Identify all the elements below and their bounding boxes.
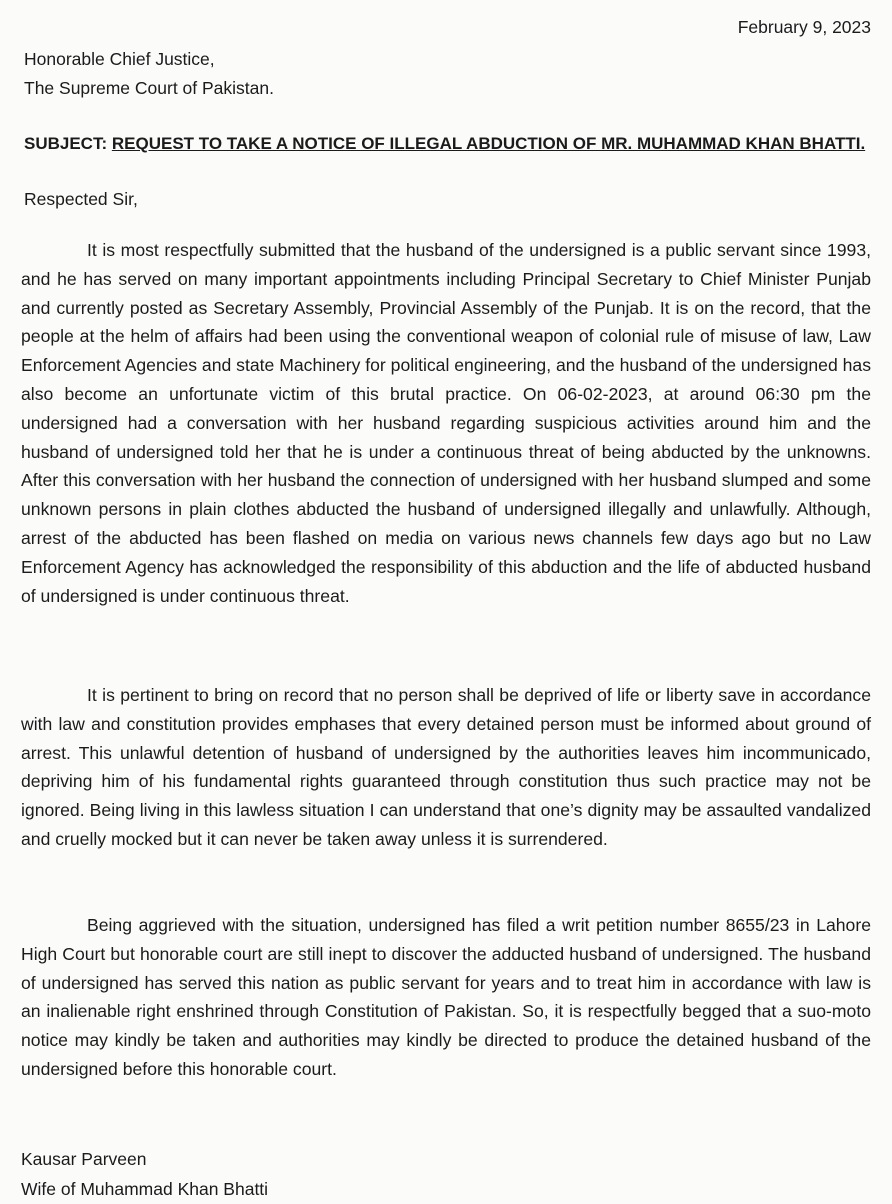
subject-line bbox=[24, 131, 874, 157]
signature-name: Kausar Parveen bbox=[21, 1149, 147, 1169]
letter-date: February 9, 2023 bbox=[737, 17, 871, 37]
salutation: Respected Sir, bbox=[24, 189, 138, 209]
signature-block bbox=[21, 1144, 268, 1204]
recipient-line-1: Honorable Chief Justice, bbox=[24, 49, 215, 69]
signature-relation: Wife of Muhammad Khan Bhatti bbox=[21, 1179, 269, 1199]
subject-label: SUBJECT: bbox=[24, 134, 108, 153]
body-paragraph-3: Being aggrieved with the situation, undersigned has filed a writ petition number 8655/23 in Lahore High Court but honorable court are still inept to discover the adducted husband of undersigned. The husband of undersigned has served this nation as public servant for years and to treat him in accordance with law is an inalienable right enshrined through Constitution of Pakistan. So, it is respectfully begged that a suo-moto notice may kindly be taken and authorities may kindly be directed to produce the detained husband of the undersigned before this honorable court. bbox=[21, 915, 871, 1079]
recipient-address bbox=[24, 45, 274, 103]
body-paragraph-2: It is pertinent to bring on record that no person shall be deprived of life or liberty save in accordance with law and constitution provides emphases that every detained person must be informed about ground of arrest. This unlawful detention of husband of undersigned by the authorities leaves him incommunicado, depriving him of his fundamental rights guaranteed through constitution thus such practice may not be ignored. Being living in this lawless situation I can understand that one’s dignity may be assaulted vandalized and cruelly mocked but it can never be taken away unless it is surrendered. bbox=[21, 685, 871, 849]
subject-text: REQUEST TO TAKE A NOTICE OF ILLEGAL ABDUCTION OF MR. MUHAMMAD KHAN BHATTI. bbox=[111, 134, 866, 153]
body-paragraph-1: It is most respectfully submitted that the husband of the undersigned is a public servant since 1993, and he has served on many important appointments including Principal Secretary to Chief Minister Punjab and currently posted as Secretary Assembly, Provincial Assembly of the Punjab. It is on the record, that the people at the helm of affairs had been using the conventional weapon of colonial rule of misuse of law, Law Enforcement Agencies and state Machinery for political engineering, and the husband of the undersigned has also become an unfortunate victim of this brutal practice. On 06-02-2023, at around 06:30 pm the undersigned had a conversation with her husband regarding suspicious activities around him and the husband of undersigned told her that he is under a continuous threat of being abducted by the unknowns. After this conversation with her husband the connection of undersigned with her husband slumped and some unknown persons in plain clothes abducted the husband of undersigned illegally and unlawfully. Although, arrest of the abducted has been flashed on media on various news channels few days ago but no Law Enforcement Agency has acknowledged the responsibility of this abduction and the life of abducted husband of undersigned is under continuous threat. bbox=[21, 240, 871, 606]
recipient-line-2: The Supreme Court of Pakistan. bbox=[24, 78, 274, 98]
